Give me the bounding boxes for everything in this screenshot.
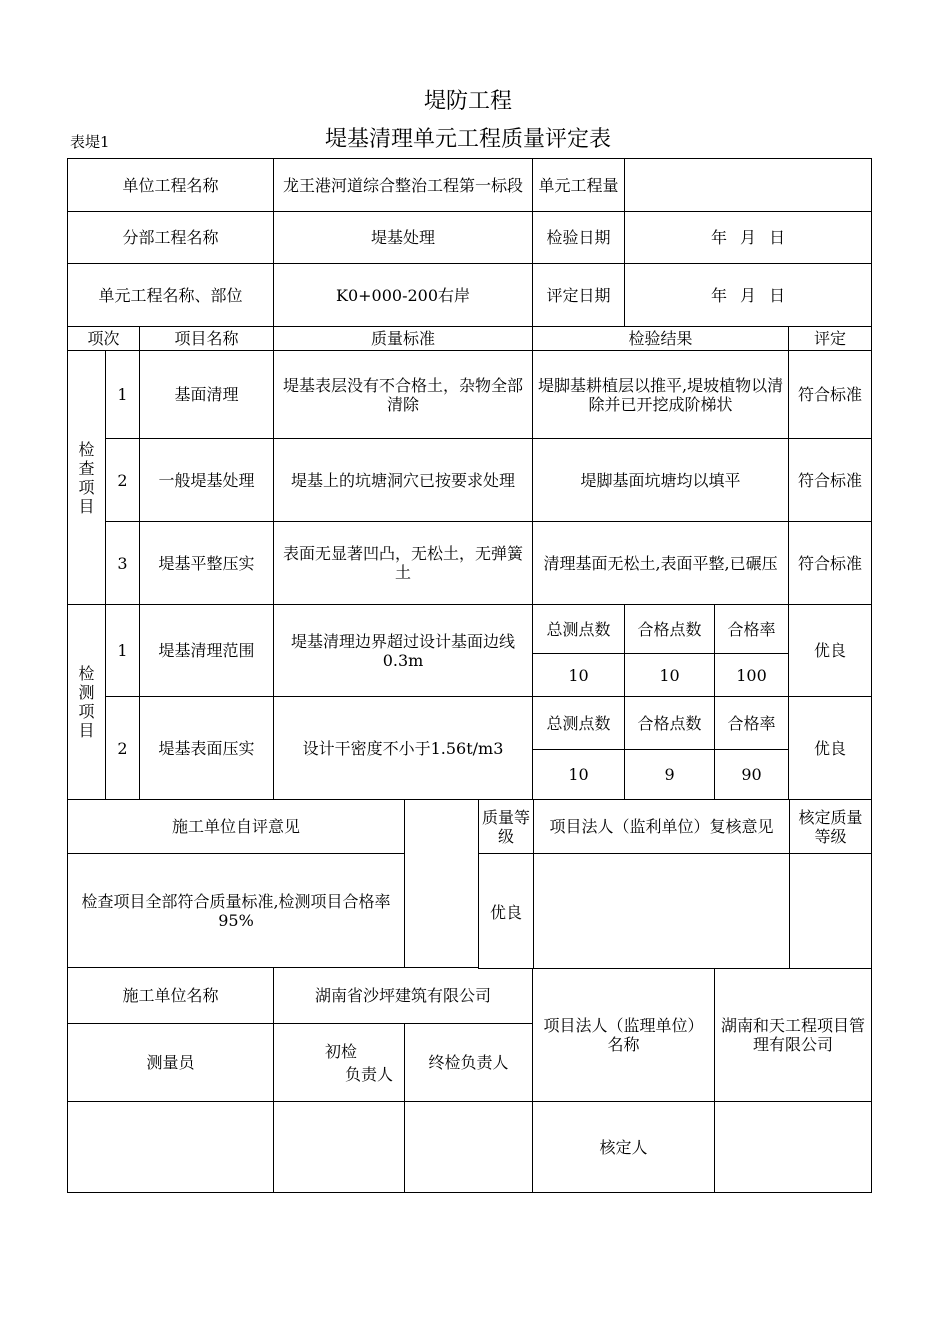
col-item-header: 项目名称 [140,327,274,351]
pass-points-header: 合格点数 [625,605,715,654]
col-standard-header: 质量标准 [274,327,533,351]
owner-review-label: 项目法人（监利单位）复核意见 [534,800,790,854]
assess-date-value: 年 月 日 [625,264,872,327]
total-points-value: 10 [533,750,625,800]
col-rating-header: 评定 [789,327,872,351]
division-label: 分部工程名称 [68,212,274,264]
project-type-title: 堤防工程 [423,89,512,114]
element-name-value: K0+000-200右岸 [274,264,533,327]
measure-row-no: 2 [106,697,140,800]
check-row-rating: 符合标准 [789,351,872,439]
quality-grade-value: 优良 [479,854,534,969]
owner-name-value: 湖南和天工程项目管理有限公司 [715,968,872,1102]
final-check-label: 终检负责人 [405,1024,533,1102]
measure-row-rating: 优良 [789,697,872,800]
check-row-standard: 堤基上的坑塘洞穴已按要求处理 [274,439,533,522]
measure-items-group-label: 检测项目 [68,605,106,800]
contractor-name-value: 湖南省沙坪建筑有限公司 [274,968,533,1024]
contractor-opinion-value: 检查项目全部符合质量标准,检测项目合格率95% [68,854,405,968]
owner-review-value [534,854,790,969]
inspect-date-value: 年 月 日 [625,212,872,264]
check-row-no: 1 [106,351,140,439]
final-check-signature [405,1102,533,1193]
unit-project-value: 龙王港河道综合整治工程第一标段 [274,159,533,212]
check-row-name: 一般堤基处理 [140,439,274,522]
pass-points-header: 合格点数 [625,697,715,750]
measure-row-name: 堤基表面压实 [140,697,274,800]
verifier-label: 核定人 [533,1102,715,1193]
check-row-rating: 符合标准 [789,522,872,605]
pass-points-value: 9 [625,750,715,800]
measure-row-name: 堤基清理范围 [140,605,274,697]
measure-row-standard: 设计干密度不小于1.56t/m3 [274,697,533,800]
check-row-no: 2 [106,439,140,522]
pass-rate-header: 合格率 [715,697,789,750]
owner-name-label: 项目法人（监理单位）名称 [533,968,715,1102]
check-items-group-label: 检查项目 [68,351,106,605]
verified-grade-value [790,854,872,969]
measure-row-standard: 堤基清理边界超过设计基面边线0.3m [274,605,533,697]
contractor-opinion-label: 施工单位自评意见 [68,800,405,854]
pass-rate-value: 90 [715,750,789,800]
evaluation-grid [478,799,871,968]
check-row-name: 基面清理 [140,351,274,439]
pass-rate-value: 100 [715,654,789,697]
check-row-result: 清理基面无松土,表面平整,已碾压 [533,522,789,605]
division-value: 堤基处理 [274,212,533,264]
initial-check-label: 初检 负责人 [274,1024,405,1102]
check-row-name: 堤基平整压实 [140,522,274,605]
unit-project-label: 单位工程名称 [68,159,274,212]
quality-assessment-table [67,158,872,1193]
col-result-header: 检验结果 [533,327,789,351]
check-row-result: 堤脚基面坑塘均以填平 [533,439,789,522]
inspect-date-label: 检验日期 [533,212,625,264]
contractor-name-label: 施工单位名称 [68,968,274,1024]
check-row-no: 3 [106,522,140,605]
form-title: 堤基清理单元工程质量评定表 [324,127,611,152]
quality-grade-label: 质量等级 [479,800,534,854]
verifier-signature [715,1102,872,1193]
initial-check-signature [274,1102,405,1193]
element-name-label: 单元工程名称、部位 [68,264,274,327]
pass-points-value: 10 [625,654,715,697]
measure-row-no: 1 [106,605,140,697]
check-row-standard: 表面无显著凹凸，无松土，无弹簧土 [274,522,533,605]
verified-grade-label: 核定质量等级 [790,800,872,854]
pass-rate-header: 合格率 [715,605,789,654]
check-row-rating: 符合标准 [789,439,872,522]
surveyor-label: 测量员 [68,1024,274,1102]
assess-date-label: 评定日期 [533,264,625,327]
table-number: 表堤1 [70,133,110,151]
col-seq-header: 项次 [68,327,140,351]
measure-row-rating: 优良 [789,605,872,697]
check-row-standard: 堤基表层没有不合格土，杂物全部清除 [274,351,533,439]
total-points-header: 总测点数 [533,697,625,750]
element-qty-value [625,159,872,212]
check-row-result: 堤脚基耕植层以推平,堤坡植物以清除并已开挖成阶梯状 [533,351,789,439]
surveyor-signature [68,1102,274,1193]
total-points-value: 10 [533,654,625,697]
total-points-header: 总测点数 [533,605,625,654]
element-qty-label: 单元工程量 [533,159,625,212]
